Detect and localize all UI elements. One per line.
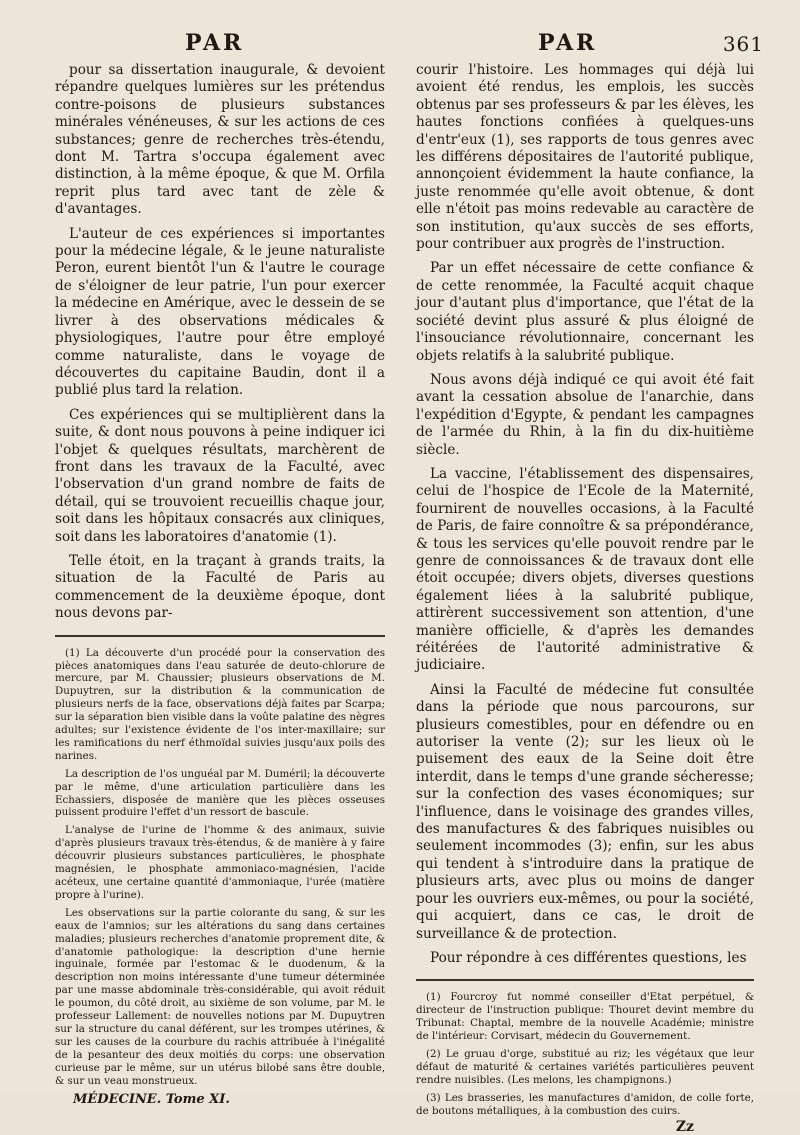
left-column <box>55 62 385 1107</box>
footnote: L'analyse de l'urine de l'homme & des animaux, suivie d'après plusieurs travaux très-étendus, & de manière à y faire découvrir plusieurs substances particulières, le phosphate magnésien, le phosphate ammoniaco-magnésien, l'acide acéteux, une certaine quantité d'ammoniaque, l'urée (matière propre à l'urine). <box>55 824 385 901</box>
body-paragraph: Ainsi la Faculté de médecine fut consultée dans la période que nous parcourons, sur plusieurs comestibles, pour en défendre ou en autoriser la vente (2); sur les lieux où le puisement des eaux de la Seine doit être interdit, dans le temps d'une grande sécheresse; sur la confection des vases économiques; sur l'influence, dans le voisinage des grandes villes, des manufactures & des fabriques nuisibles ou seulement incommodes (3); enfin, sur les abus qui tendent à s'introduire dans la pratique de plusieurs arts, avec plus ou moins de danger pour les ouvriers eux-mêmes, ou pour la société, qui acquiert, dans ce cas, le droit de surveillance & de protection. <box>416 681 754 942</box>
body-paragraph: courir l'histoire. Les hommages qui déjà lui avoient été rendus, les emplois, les succès obtenus par ses professeurs & par les élèves, les hautes fonctions confiées à quelques-uns d'entr'eux (1), ses rapports de tous genres avec les différens dépositaires de l'autorité publique, annonçoient évidemment la haute confiance, la juste renommée qu'elle avoit obtenue, & dont elle n'étoit pas moins redevable au caractère de son institution, qu'aux succès de ses efforts, pour contribuer aux progrès de l'instruction. <box>416 62 754 253</box>
body-paragraph: Par un effet nécessaire de cette confiance & de cette renommée, la Faculté acquit chaque jour d'autant plus d'importance, que l'état de la société devint plus assuré & plus éloigné de l'insouciance révolutionnaire, concernant les objets relatifs à la salubrité publique. <box>416 260 754 364</box>
body-paragraph: Nous avons déjà indiqué ce qui avoit été fait avant la cessation absolue de l'anarchie, dans l'expédition d'Egypte, & pendant les campagnes de l'armée du Rhin, à la fin du dix-huitième siècle. <box>416 371 754 458</box>
footnote: La description de l'os unguéal par M. Duméril; la découverte par le même, d'une articulation particulière dans les Echassiers, disposée de manière que les pièces osseuses puissent produire l'effet d'un ressort de bascule. <box>55 767 385 819</box>
footnotes-right <box>416 991 754 1117</box>
footnote: Les observations sur la partie colorante du sang, & sur les eaux de l'amnios; sur les altérations du sang dans certaines maladies; plusieurs recherches d'anatomie proprement dite, & d'anatomie pathologique: la description d'une hernie inguinale, formée par l'estomac & le duodenum, & la description non moins intéressante d'une tumeur déterminée par une masse abdominale très-considérable, qui avoit réduit le poumon, du côté droit, au sixième de son volume, par M. le professeur Lallement: de nouvelles notions par M. Dupuytren sur la structure du canal déférent, sur les trompes utérines, & sur les causes de la courbure du rachis attribuée à l'inégalité de la pesanteur des deux moitiés du corps: une observation curieuse par le même, sur un utérus bilobé sans être double, & sur un veau monstrueux. <box>55 906 385 1087</box>
footnote-divider <box>55 635 385 637</box>
page-number: 361 <box>722 32 764 56</box>
signature-mark: MÉDECINE. Tome XI. <box>73 1091 230 1107</box>
footnote: (1) La découverte d'un procédé pour la conservation des pièces anatomiques dans l'eau saturée de deuto-chlorure de mercure, par M. Chaussier; plusieurs observations de M. Dupuytren, sur la distribution & la communication de plusieurs nerfs de la face, observations déjà faites par Scarpa; sur la séparation bien visible dans la voûte palatine des nègres adultes; sur l'existence évidente de l'os inter-maxillaire; sur les ramifications du nerf éthmoïdal suivies jusqu'aux poils des narines. <box>55 646 385 762</box>
footnotes-left <box>55 647 385 1088</box>
footnote: (2) Le gruau d'orge, substitué au riz; les végétaux que leur défaut de maturité & certaines variétés particulières peuvent rendre nuisibles. (Les melons, les champignons.) <box>416 1047 754 1086</box>
body-paragraph: La vaccine, l'établissement des dispensaires, celui de l'hospice de l'Ecole de la Maternité, fournirent de nouvelles occasions, à la Faculté de Paris, de faire connoître & sa prépondérance, & tous les services qu'elle pouvoit rendre par le genre de connoissances & de travaux dont elle étoit occupée; divers objets, diverses questions également liées à la salubrité publique, attirèrent successivement son attention, d'une manière officielle, & d'après les demandes réitérées de l'autorité administrative & judiciaire. <box>416 465 754 674</box>
footnote-divider <box>416 979 754 981</box>
body-paragraph: L'auteur de ces expériences si importantes pour la médecine légale, & le jeune naturaliste Peron, eurent bientôt l'un & l'autre le courage de s'éloigner de leur patrie, l'un pour exercer la médecine en Amérique, avec le dessein de se livrer à des observations médicales & physiologiques, l'autre pour être employé comme naturaliste, dans le voyage de découvertes du capitaine Baudin, dont il a publié plus tard la relation. <box>55 225 385 399</box>
running-head-left: PAR <box>185 30 245 56</box>
running-head-right: PAR <box>538 30 598 56</box>
footnote: (1) Fourcroy fut nommé conseiller d'Etat perpétuel, & directeur de l'instruction publique: Thouret devint membre du Tribunat: Chaptal, membre de la nouvelle Académie; ministre de l'intérieur: Corvisart, médecin du Gouvernement. <box>416 991 754 1043</box>
right-column <box>416 62 754 1135</box>
body-paragraph: Telle étoit, en la traçant à grands traits, la situation de la Faculté de Paris au commencement de la deuxième époque, dont nous devons par- <box>55 552 385 622</box>
body-paragraph: pour sa dissertation inaugurale, & devoient répandre quelques lumières sur les prétendus contre-poisons de plusieurs substances minérales vénéneuses, & sur les actions de ces substances; genre de recherches très-étendu, dont M. Tartra s'occupa également avec distinction, à la même époque, & que M. Orfila reprit plus tard avec tant de zèle & d'avantages. <box>55 62 385 218</box>
body-paragraph: Pour répondre à ces différentes questions, les <box>430 949 747 966</box>
signature-mark: Zz <box>675 1119 694 1135</box>
footnote: (3) Les brasseries, les manufactures d'amidon, de colle forte, de boutons métalliques, à la combustion des cuirs. <box>416 1091 754 1117</box>
body-paragraph: Ces expériences qui se multiplièrent dans la suite, & dont nous pouvons à peine indiquer ici l'objet & quelques résultats, marchèrent de front dans les travaux de la Faculté, avec l'observation d'un grand nombre de faits de détail, qui se trouvoient recueillis chaque jour, soit dans les hôpitaux consacrés aux cliniques, soit dans les laboratoires d'anatomie (1). <box>55 406 385 545</box>
